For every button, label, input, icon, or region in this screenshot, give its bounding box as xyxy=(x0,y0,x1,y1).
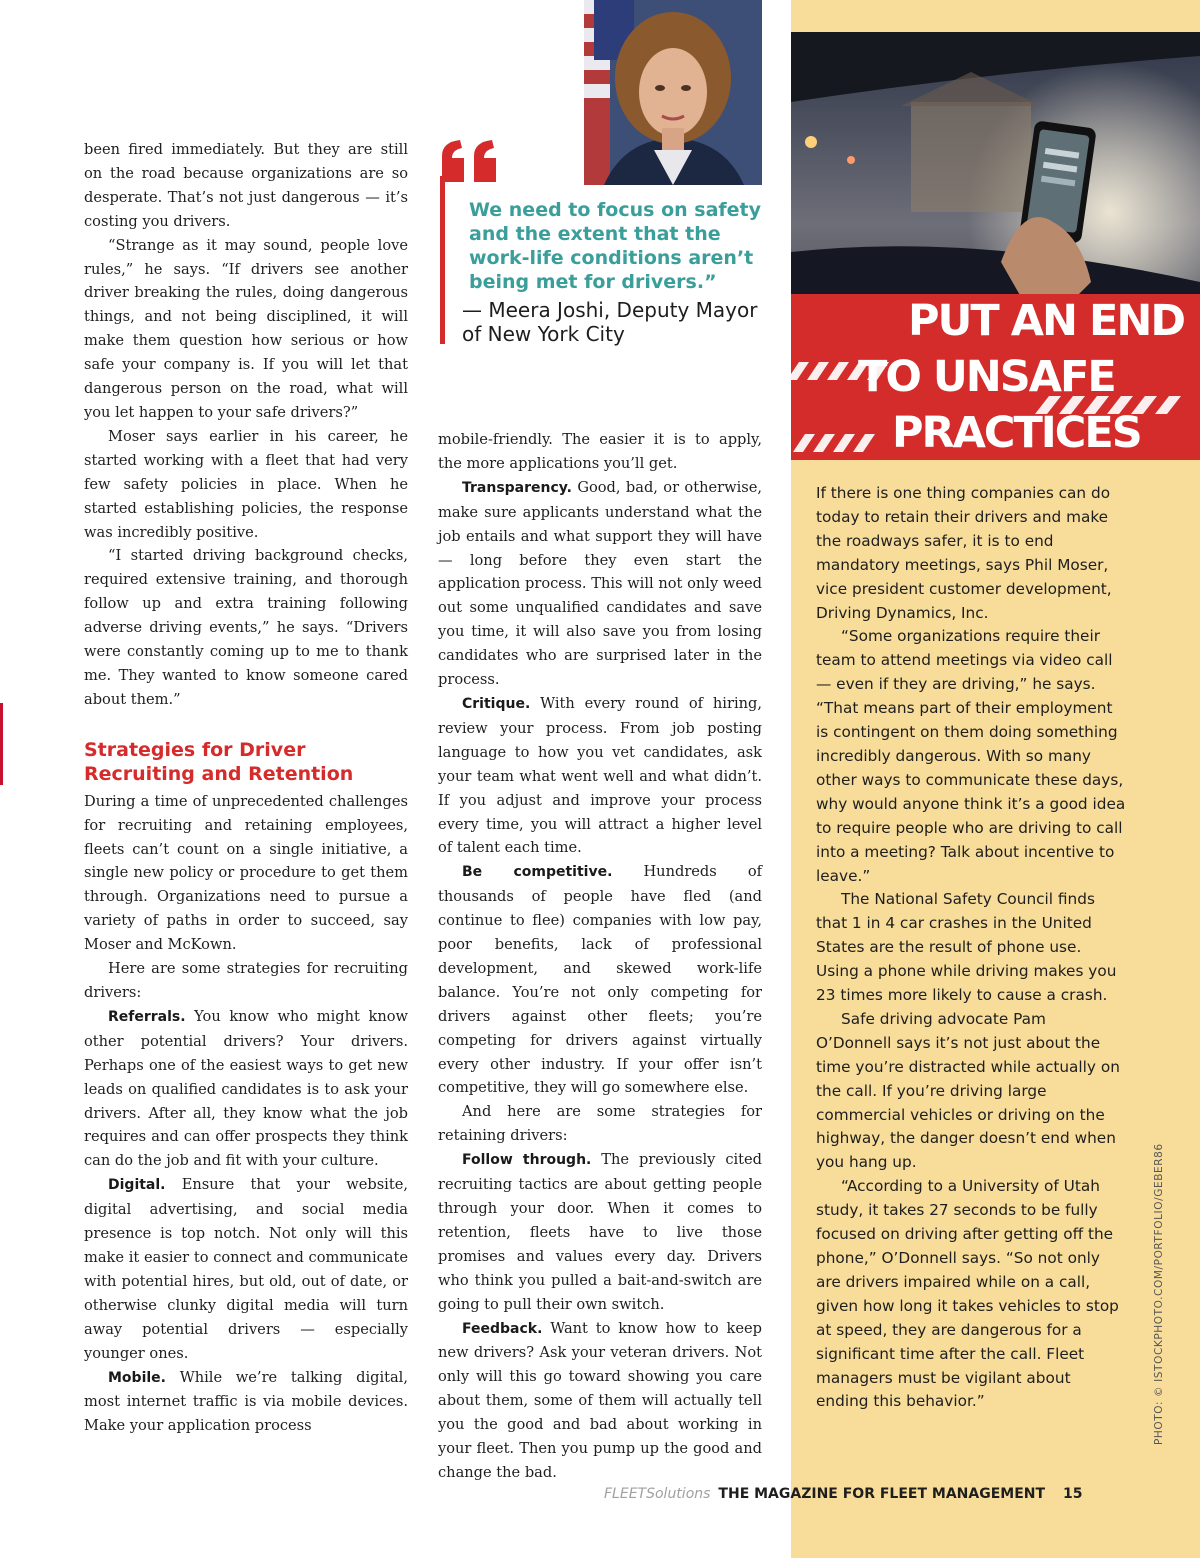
run-in-heading: Follow through. xyxy=(462,1152,592,1169)
paragraph: “Some organizations require their team to attend meetings via video call — even if they are driving,” he says. “That means part of their employment is contingent on them doing something incredibly dangerous. With so many other ways to communicate these days, why would anyone think it’s a good idea to require people who are driving to call into a meeting? Talk about incentive to leave.” xyxy=(816,627,1126,885)
paragraph: Safe driving advocate Pam O’Donnell says it’s not just about the time you’re distracted while actually on the call. If you’re driving large commercial vehicles or driving on the highway, the danger doesn’t end when you hang up. xyxy=(816,1009,1120,1172)
paragraph-text: Want to know how to keep new drivers? Ask your veteran drivers. Not only will this go toward showing you care about them, some of them will actually tell you the good and bad about working in your fleet. Then you pump up the good and change the bad. xyxy=(438,1319,762,1481)
run-in-heading: Digital. xyxy=(108,1177,166,1194)
paragraph: The National Safety Council finds that 1 in 4 car crashes in the United States are the result of phone use. Using a phone while driving makes you 23 times more likely to cause a crash. xyxy=(816,890,1117,1005)
run-in-heading: Feedback. xyxy=(462,1320,543,1337)
sidebar-body xyxy=(816,482,1126,1414)
sidebar-title-line-2: TO UNSAFE xyxy=(858,352,1115,402)
paragraph: During a time of unprecedented challenges for recruiting and retaining employees, fleets can’t count on a single initiative, a single new policy or procedure to get them through. Organizations need to pursue a variety of paths in order to succeed, say Moser and McKown. xyxy=(84,792,408,954)
sidebar-title-line-3: PRACTICES xyxy=(892,408,1141,458)
paragraph: mobile-friendly. The easier it is to apply, the more applications you’ll get. xyxy=(438,431,762,472)
paragraph-text: Hundreds of thousands of people have fled (and continue to flee) companies with low pay, poor benefits, lack of professional development, and skewed work-life balance. You’re not only competing for drivers against other fleets; you’re competing for drivers against virtually every other industry. If your offer isn’t competitive, they will go somewhere else. xyxy=(438,863,763,1097)
section-heading: Strategies for Driver Recruiting and Retention xyxy=(84,738,354,785)
run-in-heading: Transparency. xyxy=(462,479,572,496)
page-footer xyxy=(604,1486,1083,1502)
paragraph-critique xyxy=(438,692,762,860)
paragraph-mobile xyxy=(84,1366,408,1439)
paragraph: If there is one thing companies can do today to retain their drivers and make the roadways safer, it is to end mandatory meetings, says Phil Moser, vice president customer development, Driving Dynamics, Inc. xyxy=(816,484,1112,622)
paragraph: And here are some strategies for retaining drivers: xyxy=(438,1103,762,1145)
quote-attribution: — Meera Joshi, Deputy Mayor of New York City xyxy=(462,298,758,346)
paragraph: “According to a University of Utah study, it takes 27 seconds to be fully focused on driving after getting off the phone,” O’Donnell says. “So not only are drivers impaired while on a call, given how long it takes vehicles to stop at speed, they are dangerous for a significant time after the call. Fleet managers must be vigilant about ending this behavior.” xyxy=(816,1177,1119,1411)
paragraph-transparency xyxy=(438,476,762,692)
paragraph-text: Ensure that your website, digital advertising, and social media presence is top notch. Not only will this make it easier to connect and communicate with potential hires, but old, out of date, or otherwise clunky digital media will turn away potential drivers — especially younger ones. xyxy=(84,1176,408,1362)
article-column-middle xyxy=(438,428,762,1485)
magazine-tagline: THE MAGAZINE FOR FLEET MANAGEMENT xyxy=(718,1486,1046,1502)
pull-quote: We need to focus on safety and the extent that the work-life conditions aren’t being met for drivers.” xyxy=(469,199,762,293)
paragraph-text: The previously cited recruiting tactics are about getting people through your door. When it comes to retention, fleets have to live those promises and values every day. Drivers who think you pulled a bait-and-switch are going to pull their own switch. xyxy=(438,1151,763,1313)
paragraph-competitive xyxy=(438,860,762,1100)
paragraph-text: You know who might know other potential drivers? Your drivers. Perhaps one of the easiest ways to get new leads on qualified candidates is to ask your drivers. After all, they know what the job requires and can offer prospects they think can do the job and fit with your culture. xyxy=(84,1007,408,1170)
paragraph-follow-through xyxy=(438,1148,762,1316)
sidebar-title-line-1: PUT AN END xyxy=(908,296,1185,346)
paragraph-feedback xyxy=(438,1317,762,1485)
quote-rule xyxy=(440,176,445,344)
portrait-photo xyxy=(584,0,762,185)
paragraph-text: While we’re talking digital, most internet traffic is via mobile devices. Make your application process xyxy=(84,1368,408,1435)
article-column-left xyxy=(84,138,408,1438)
paragraph: “I started driving background checks, required extensive training, and thorough follow up and extra training following adverse driving events,” he says. “Drivers were constantly coming up to me to thank me. They wanted to know someone cared about them.” xyxy=(84,547,408,708)
paragraph-text: Good, bad, or otherwise, make sure applicants understand what the job entails and what support they will have — long before they even start the application process. This will not only weed out some unqualified candidates and save you time, it will also save you from losing candidates who are surprised later in the process. xyxy=(438,478,762,689)
photo-credit: PHOTO: © ISTOCKPHOTO.COM/PORTFOLIO/GEBER86 xyxy=(1153,1143,1165,1445)
paragraph: been fired immediately. But they are still on the road because organizations are so desperate. That’s not just dangerous — it’s costing you drivers. xyxy=(84,141,408,230)
run-in-heading: Critique. xyxy=(462,695,531,712)
run-in-heading: Be competitive. xyxy=(462,864,613,881)
run-in-heading: Mobile. xyxy=(108,1369,166,1386)
paragraph: “Strange as it may sound, people love rules,” he says. “If drivers see another driver breaking the rules, doing dangerous things, and not being disciplined, it will make them question how serious or how safe your company is. If you will let that dangerous person on the road, what will you let happen to your safe drivers?” xyxy=(84,236,408,421)
magazine-brand: FLEETSolutions xyxy=(604,1486,711,1502)
paragraph-digital xyxy=(84,1173,408,1365)
quote-mark-icon xyxy=(438,138,502,184)
paragraph-referrals xyxy=(84,1005,408,1173)
page-number: 15 xyxy=(1063,1486,1083,1502)
edge-accent-bar xyxy=(0,703,3,785)
paragraph-text: With every round of hiring, review your process. From job posting language to how you vet candidates, ask your team what went well and what didn’t. If you adjust and improve your process every time, you will attract a higher level of talent each time. xyxy=(438,694,762,857)
run-in-heading: Referrals. xyxy=(108,1008,186,1025)
paragraph: Moser says earlier in his career, he started working with a fleet that had very few safety policies in place. When he started establishing policies, the response was incredibly positive. xyxy=(84,427,408,541)
paragraph: Here are some strategies for recruiting drivers: xyxy=(84,960,408,1001)
